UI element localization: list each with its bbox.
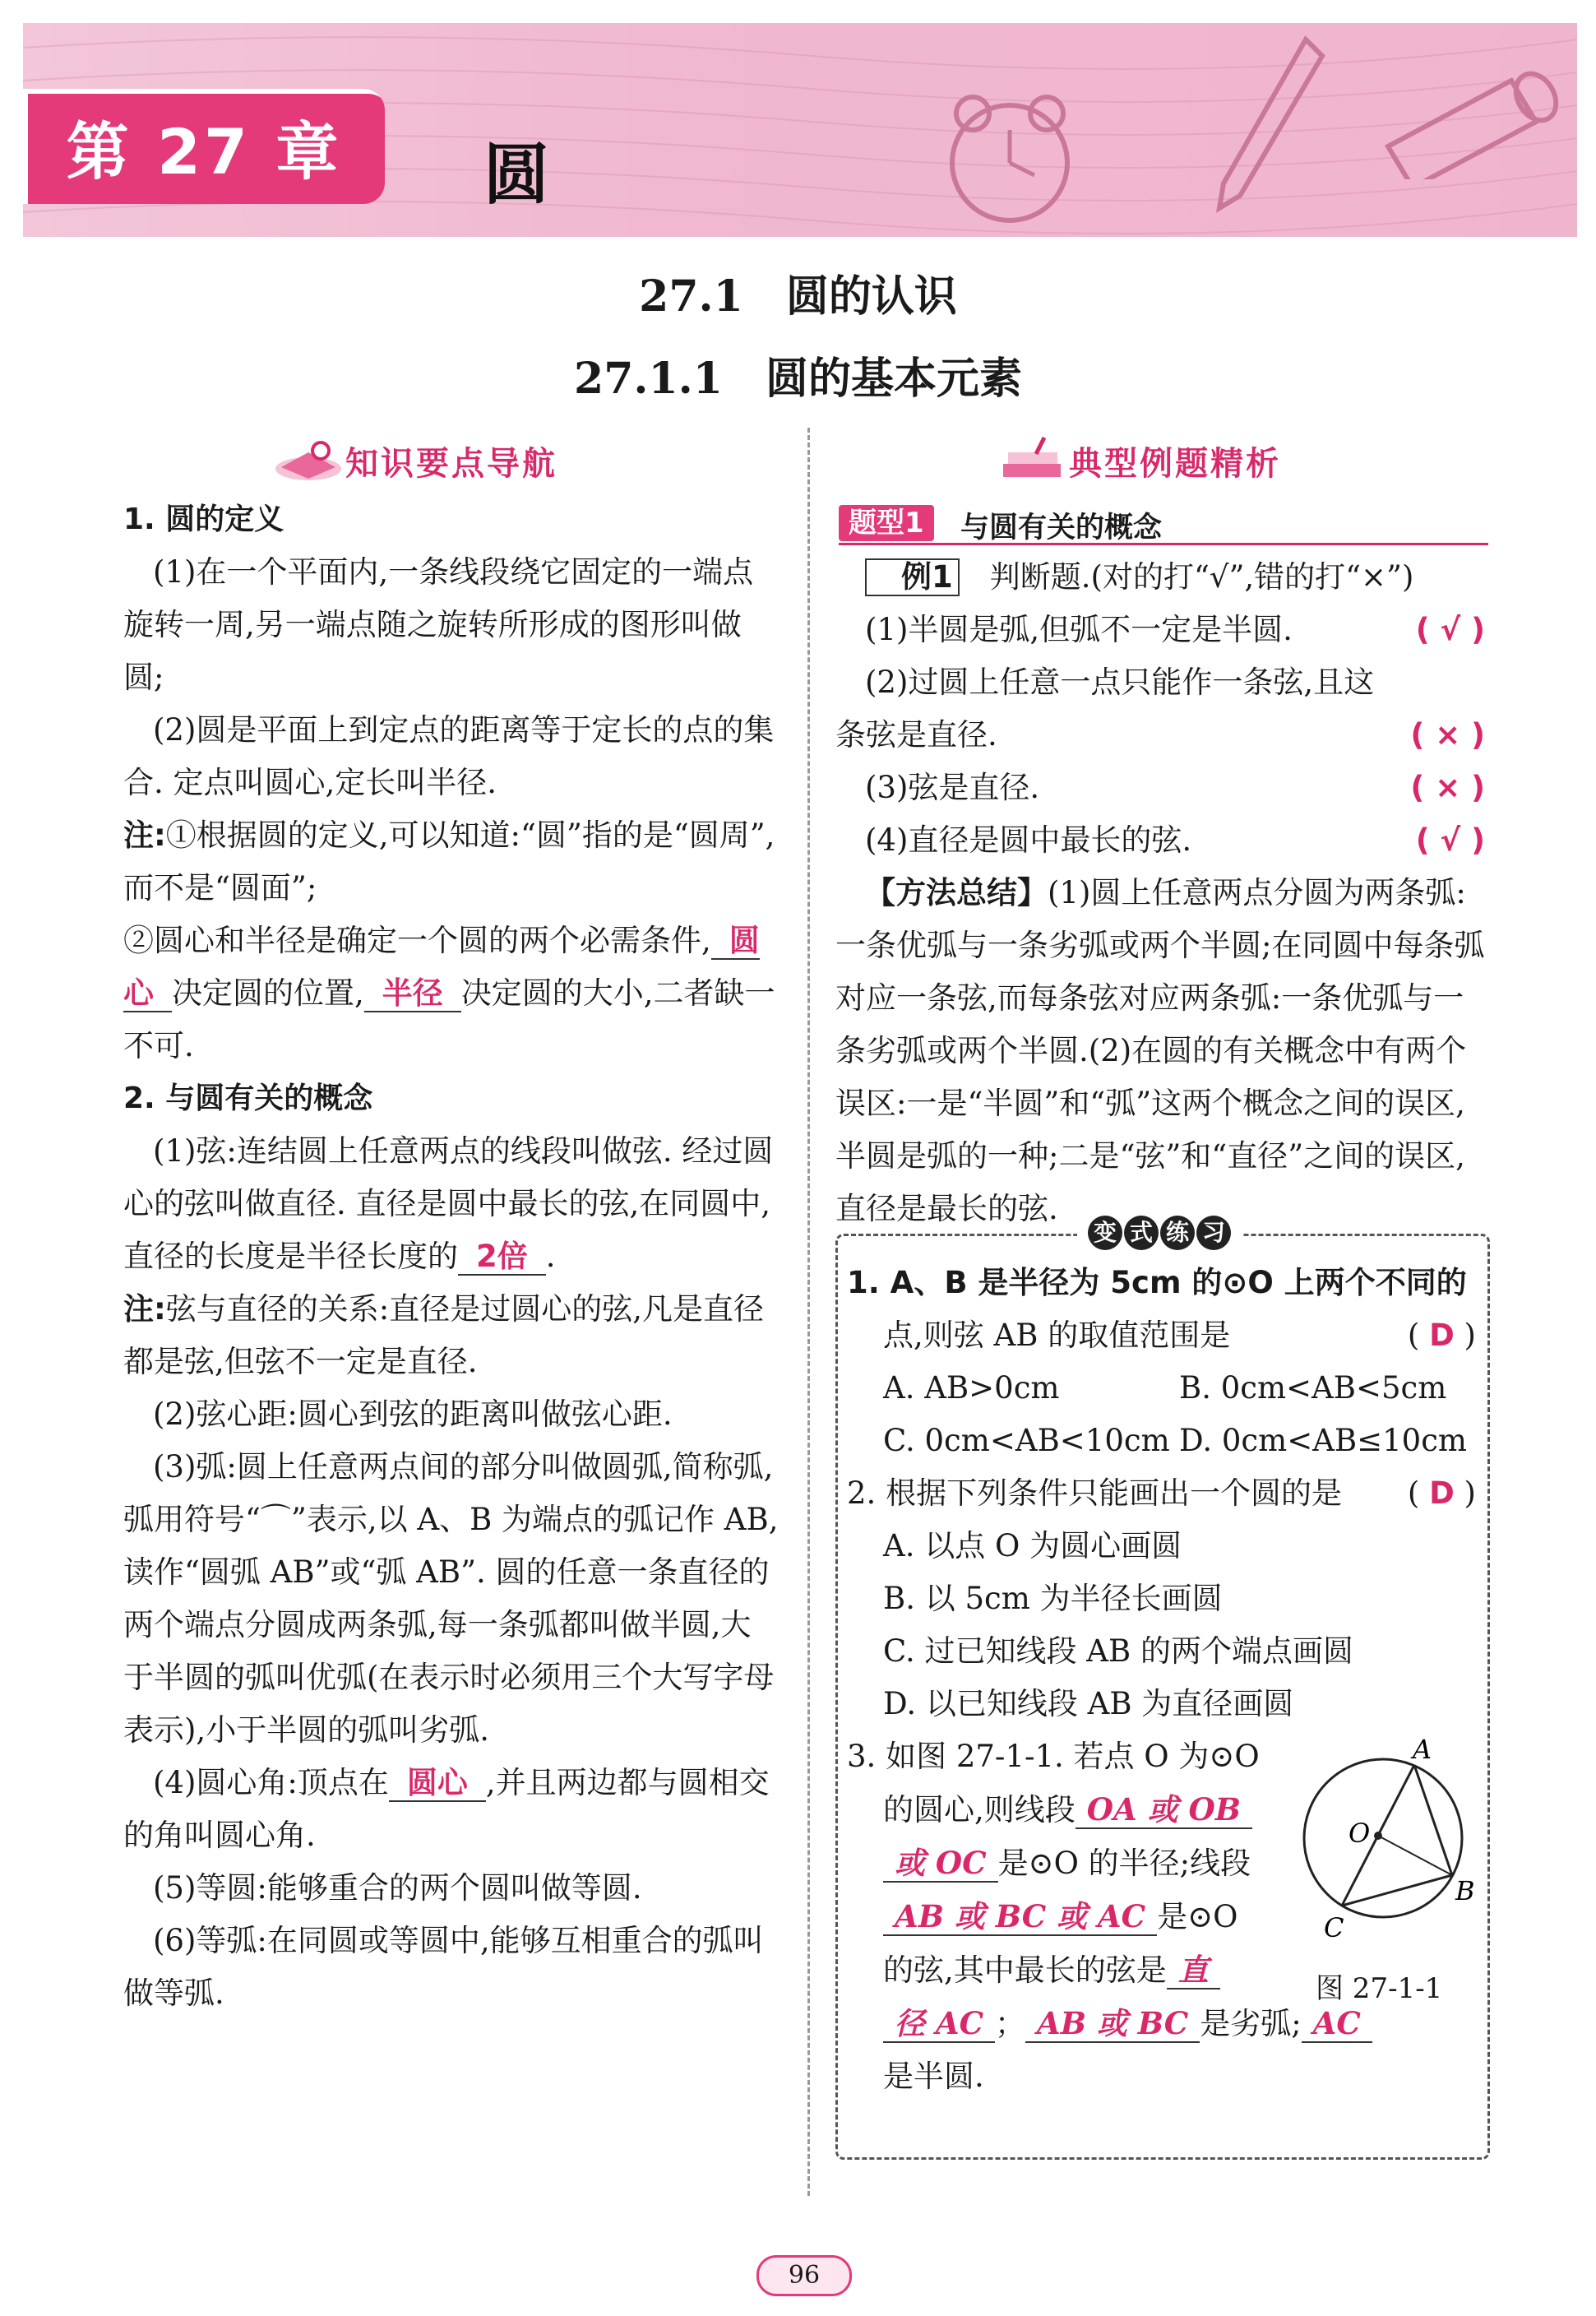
answer-blank: 半径 [364,975,461,1012]
judgment-4: (4)直径是圆中最长的弦. ( √ ) [865,822,1485,858]
note-1: 注:①根据圆的定义,可以知道:“圆”指的是“圆周”,而不是“圆面”; [123,818,775,906]
label-o: O [1349,1818,1371,1849]
glue-stick-icon [1372,56,1569,179]
answer-blank: 圆心 [389,1765,486,1802]
concept-chord: (1)弦:连结圆上任意两点的线段叫做弦. 经过圆心的弦叫做直径. 直径是圆中最长的弦,在同圆中,直径的长度是半径长度的 2倍 . [123,1133,774,1274]
question-type-text: 与圆有关的概念 [960,512,1163,544]
practice-tag: 变 式 练 习 [1077,1216,1242,1252]
practice-2-option: C. 过已知线段 AB 的两个端点画圆 [883,1633,1353,1669]
section-title: 27.1 圆的认识 [639,271,957,322]
practice-1b: 点,则弦 AB 的取值范围是 ( D ) [883,1318,1476,1353]
label-a: A [1413,1735,1432,1765]
example-intro: 例1 判断题.(对的打“√”,错的打“×”) [835,551,1485,604]
practice-3-tail: 径 AC ； AB 或 BC 是劣弧; AC [847,1997,1476,2050]
concept-equal-circles: (5)等圆:能够重合的两个圆叫做等圆. [153,1870,642,1906]
practice-3: 3. 如图 27-1-1. 若点 O 为⊙O 的圆心,则线段 OA 或 OB 或 OC 是⊙O 的半径;线段 AB 或 BC 或 AC 是⊙O 的弦,其中最长的弦是 直 [847,1739,1260,1988]
judgment-3: (3)弦是直径. ( × ) [865,770,1485,805]
note-2: ②圆心和半径是确定一个圆的两个必需条件, 圆心 决定圆的位置, 半径 决定圆的大小,二者缺一不可. [123,923,775,1063]
concept-equal-arcs: (6)等弧:在同圆或等圆中,能够互相重合的弧叫做等弧. [123,1923,764,2011]
chapter-label: 第 27 章 [23,89,385,204]
label-c: C [1324,1912,1344,1943]
page-number: 96 [756,2255,852,2296]
judgment-2a: (2)过圆上任意一点只能作一条弦,且这 [865,665,1375,700]
practice-2-option: A. 以点 O 为圆心画圆 [883,1528,1182,1563]
circle-figure [1291,1735,1480,1949]
practice-1-options: C. 0cm<AB<10cm D. 0cm<AB≤10cm [883,1423,1468,1458]
center-point [1374,1832,1382,1840]
chapter-banner [23,23,1577,237]
chord-bc [1342,1875,1452,1906]
pen-icon [1199,31,1330,220]
practice-2-option: D. 以已知线段 AB 为直径画圆 [883,1686,1294,1721]
book-icon [271,436,345,485]
label-b: B [1455,1875,1475,1906]
note-3: 注:弦与直径的关系:直径是过圆心的弦,凡是直径都是弦,但弦不一定是直径. [123,1291,765,1379]
left-column [123,493,781,2020]
concept-central-angle: (4)圆心角:顶点在 圆心 ,并且两边都与圆相交的角叫圆心角. [123,1765,770,1853]
practice-2: 2. 根据下列条件只能画出一个圆的是 ( D ) [847,1475,1476,1511]
practice-1a: 1. A、B 是半径为 5cm 的⊙O 上两个不同的 [847,1265,1467,1300]
question-type-bar [839,502,1488,545]
concept-arc: (3)弧:圆上任意两点间的部分叫做圆弧,简称弧,弧用符号“⌒”表示,以 A、B 为端点的弧记作 AB,读作“圆弧 AB”或“弧 AB”. 圆的任意一条直径的两个端点分圆成两条弧,每一条弧都叫做半圆,大于半圆的弧叫优弧(在表示时必须用三个大写字母表示),小于半圆的弧叫劣弧. [123,1449,779,1748]
practice-2-option: B. 以 5cm 为半径长画圆 [883,1581,1223,1616]
question-type-tag: 题型1 [839,505,934,541]
radius-oa [1378,1765,1414,1836]
item-concepts-title: 2. 与圆有关的概念 [123,1082,373,1115]
knowledge-heading: 知识要点导航 [271,436,557,485]
example-block [835,551,1485,1235]
definition-2: (2)圆是平面上到定点的距离等于定长的点的集合. 定点叫圆心,定长叫半径. [123,712,775,800]
figure-caption: 图 27-1-1 [1316,1972,1443,2005]
answer-blank: 圆心 [123,923,760,1011]
column-divider [807,428,810,2196]
judgment-1: (1)半圆是弧,但弧不一定是半圆. ( √ ) [865,612,1485,647]
practice-1-options: A. AB>0cm B. 0cm<AB<5cm [883,1370,1447,1406]
books-icon [995,436,1069,485]
examples-heading: 典型例题精析 [995,436,1281,485]
concept-chord-distance: (2)弦心距:圆心到弦的距离叫做弦心距. [153,1397,673,1432]
judgment-2b: 条弦是直径. ( × ) [835,717,1485,753]
item-definition-title: 1. 圆的定义 [123,503,285,536]
alarm-clock-icon [928,81,1092,229]
method-summary: 【方法总结】(1)圆上任意两点分圆为两条弧:一条优弧与一条劣弧或两个半圆;在同圆中每条弧对应一条弦,而每条弦对应两条弧:一条优弧与一条劣弧或两个半圆.(2)在圆的有关概念中有两个误区:一是“半圆”和“弧”这两个概念之间的误区,半圆是弧的一种;二是“弦”和“直径”之间的误区,直径是最长的弦. [835,875,1485,1226]
chapter-title: 圆 [483,137,549,213]
answer-blank: 2倍 [458,1239,546,1276]
definition-1: (1)在一个平面内,一条线段绕它固定的一端点旋转一周,另一端点随之旋转所形成的图形叫做圆; [123,554,754,695]
subsection-title: 27.1.1 圆的基本元素 [574,354,1022,404]
practice-3-end: 是半圆. [883,2059,984,2094]
